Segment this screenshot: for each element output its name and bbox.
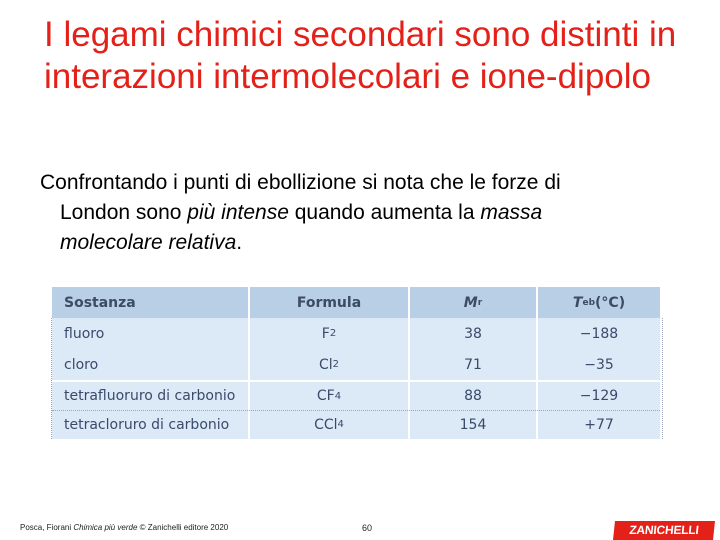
- table-header-row: [52, 287, 660, 318]
- teb-subscript: eb: [582, 297, 596, 308]
- formula-subscript: 2: [332, 359, 340, 370]
- formula-subscript: 2: [329, 328, 337, 339]
- boiling-point-table: [52, 287, 660, 439]
- table-right-border: [662, 318, 663, 439]
- teb-unit: (°C): [595, 294, 626, 311]
- footer-authors: Posca, Fiorani: [20, 523, 74, 532]
- formula-main: Cl: [318, 356, 333, 373]
- cell-teb: −35: [536, 349, 660, 380]
- mr-subscript: r: [477, 297, 483, 308]
- cell-mr: 154: [408, 410, 536, 439]
- body-italic-segment: massa: [480, 201, 543, 224]
- cell-formula: [248, 349, 408, 380]
- cell-mr: 88: [408, 382, 536, 410]
- slide-title: I legami chimici secondari sono distinti in interazioni intermolecolari e ione-dipolo: [44, 15, 677, 96]
- formula-main: F: [321, 325, 330, 342]
- formula-main: CF: [316, 388, 335, 404]
- cell-mr: 38: [408, 318, 536, 349]
- cell-teb: −188: [536, 318, 660, 349]
- header-sostanza: Sostanza: [52, 287, 248, 318]
- cell-sostanza: tetrafluoruro di carbonio: [52, 382, 248, 410]
- page-number: 60: [362, 523, 373, 533]
- formula-subscript: 4: [337, 419, 344, 430]
- cell-formula: [248, 382, 408, 410]
- cell-teb: +77: [536, 410, 660, 439]
- slide-body-text: [40, 168, 680, 258]
- header-formula: Formula: [248, 287, 408, 318]
- table-row: [52, 410, 660, 439]
- footer-publisher: © Zanichelli editore 2020: [137, 523, 229, 532]
- footer-book-title: Chimica più verde: [73, 523, 138, 532]
- cell-teb: −129: [536, 382, 660, 410]
- body-text-segment: .: [236, 231, 243, 254]
- zanichelli-logo: ZANICHELLI: [613, 521, 715, 540]
- body-italic-segment: più intense: [187, 201, 289, 224]
- formula-main: CCl: [314, 416, 338, 433]
- body-line-2: [40, 198, 680, 228]
- teb-symbol: T: [572, 294, 583, 311]
- formula-subscript: 4: [334, 390, 342, 402]
- cell-mr: 71: [408, 349, 536, 380]
- body-line-1: Confrontando i punti di ebollizione si nota che le forze di: [40, 171, 561, 194]
- body-text-segment: quando aumenta la: [288, 201, 481, 224]
- row-divider: [52, 410, 660, 411]
- table-left-border: [51, 318, 52, 439]
- header-teb: [536, 287, 660, 318]
- body-line-3: [40, 228, 680, 258]
- header-mr: [408, 287, 536, 318]
- body-italic-segment: molecolare relativa: [60, 231, 237, 254]
- table-row: [52, 349, 660, 380]
- table-row: [52, 382, 660, 410]
- cell-formula: [248, 410, 408, 439]
- cell-sostanza: cloro: [52, 349, 248, 380]
- body-text-segment: London sono: [60, 201, 188, 224]
- cell-sostanza: tetracloruro di carbonio: [52, 410, 248, 439]
- table-row: [52, 318, 660, 349]
- cell-formula: [248, 318, 408, 349]
- cell-sostanza: fluoro: [52, 318, 248, 349]
- footer-credit: [20, 523, 228, 532]
- mr-symbol: M: [463, 294, 478, 311]
